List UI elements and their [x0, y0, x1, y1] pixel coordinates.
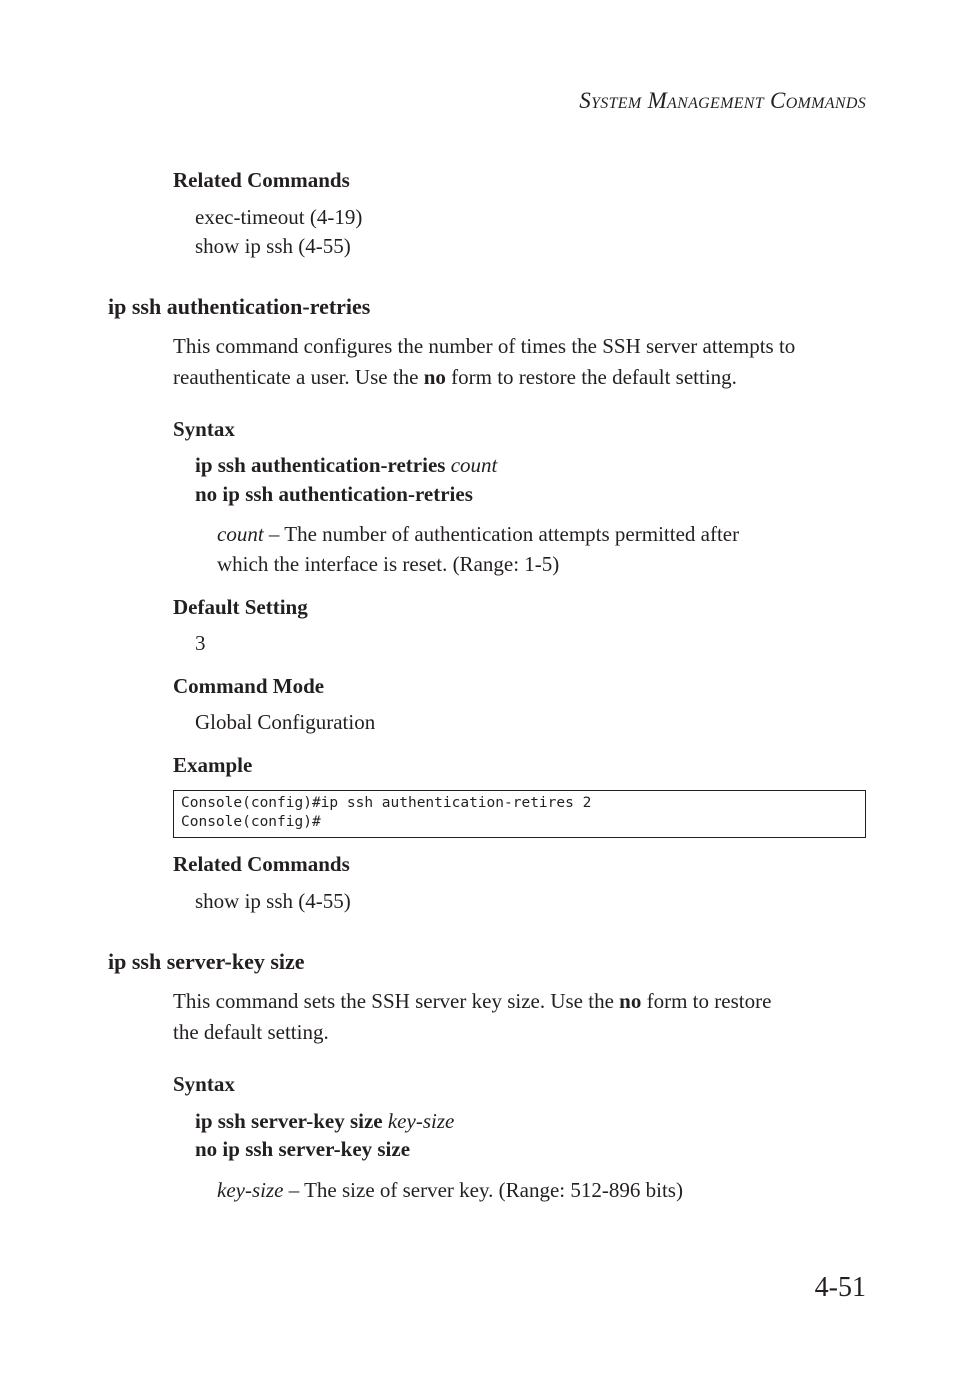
related-command-item: show ip ssh (4-55)	[195, 234, 351, 258]
parameter-text: – The number of authentication attempts permitted after	[263, 522, 740, 546]
related-commands-heading: Related Commands	[173, 852, 350, 876]
description-line	[173, 986, 873, 1017]
code-line: Console(config)#	[181, 814, 321, 830]
text-run: form to restore the default setting.	[445, 365, 737, 389]
header-word-1-rest: YSTEM	[591, 95, 642, 112]
default-setting-heading: Default Setting	[173, 595, 308, 619]
parameter-text: – The size of server key. (Range: 512-896 bits)	[283, 1178, 683, 1202]
syntax-command	[195, 453, 497, 478]
syntax-parameter: key-size	[387, 1109, 455, 1133]
section-title-auth-retries: ip ssh authentication-retries	[108, 294, 371, 319]
header-word-1-cap: S	[579, 88, 592, 113]
syntax-no-keyword: no ip ssh server-key size	[195, 1137, 411, 1161]
parameter-description	[217, 1178, 683, 1203]
page-number: 4-51	[814, 1272, 866, 1303]
header-word-2-rest: ANAGEMENT	[667, 95, 764, 112]
syntax-no-command	[195, 1137, 410, 1162]
syntax-no-keyword: no ip ssh authentication-retries	[195, 482, 473, 506]
syntax-keyword: ip ssh authentication-retries	[195, 453, 446, 477]
example-heading: Example	[173, 753, 253, 777]
example-code-box	[173, 790, 866, 838]
keyword-no: no	[423, 365, 446, 389]
syntax-heading: Syntax	[173, 1072, 235, 1096]
syntax-parameter: count	[450, 453, 498, 477]
header-word-3-rest: OMMANDS	[785, 95, 866, 112]
code-line: Console(config)#ip ssh authentication-retires 2	[181, 795, 592, 811]
text-run: This command sets the SSH server key size. Use the	[173, 989, 620, 1013]
auth-retries-description	[173, 331, 873, 393]
command-mode-heading: Command Mode	[173, 674, 325, 698]
text-run: reauthenticate a user. Use the	[173, 365, 424, 389]
running-header	[579, 88, 866, 114]
server-key-description	[173, 986, 873, 1048]
default-setting-value: 3	[195, 631, 206, 655]
section-title-server-key: ip ssh server-key size	[108, 949, 305, 974]
related-commands-heading: Related Commands	[173, 168, 350, 192]
header-word-2-cap: M	[647, 88, 668, 113]
description-line: the default setting.	[173, 1020, 329, 1044]
parameter-name: key-size	[217, 1178, 284, 1202]
syntax-command	[195, 1109, 454, 1134]
keyword-no: no	[619, 989, 642, 1013]
header-word-3-cap: C	[770, 88, 786, 113]
command-mode-value: Global Configuration	[195, 710, 376, 734]
description-line: This command configures the number of times the SSH server attempts to	[173, 334, 796, 358]
parameter-name: count	[217, 522, 264, 546]
syntax-no-command	[195, 482, 473, 507]
description-line	[173, 362, 873, 393]
syntax-keyword: ip ssh server-key size	[195, 1109, 383, 1133]
text-run: form to restore	[641, 989, 772, 1013]
related-command-item: show ip ssh (4-55)	[195, 889, 351, 913]
parameter-description-cont: which the interface is reset. (Range: 1-5)	[217, 552, 560, 576]
syntax-heading: Syntax	[173, 417, 235, 441]
parameter-description	[217, 522, 739, 547]
related-command-item: exec-timeout (4-19)	[195, 205, 363, 229]
